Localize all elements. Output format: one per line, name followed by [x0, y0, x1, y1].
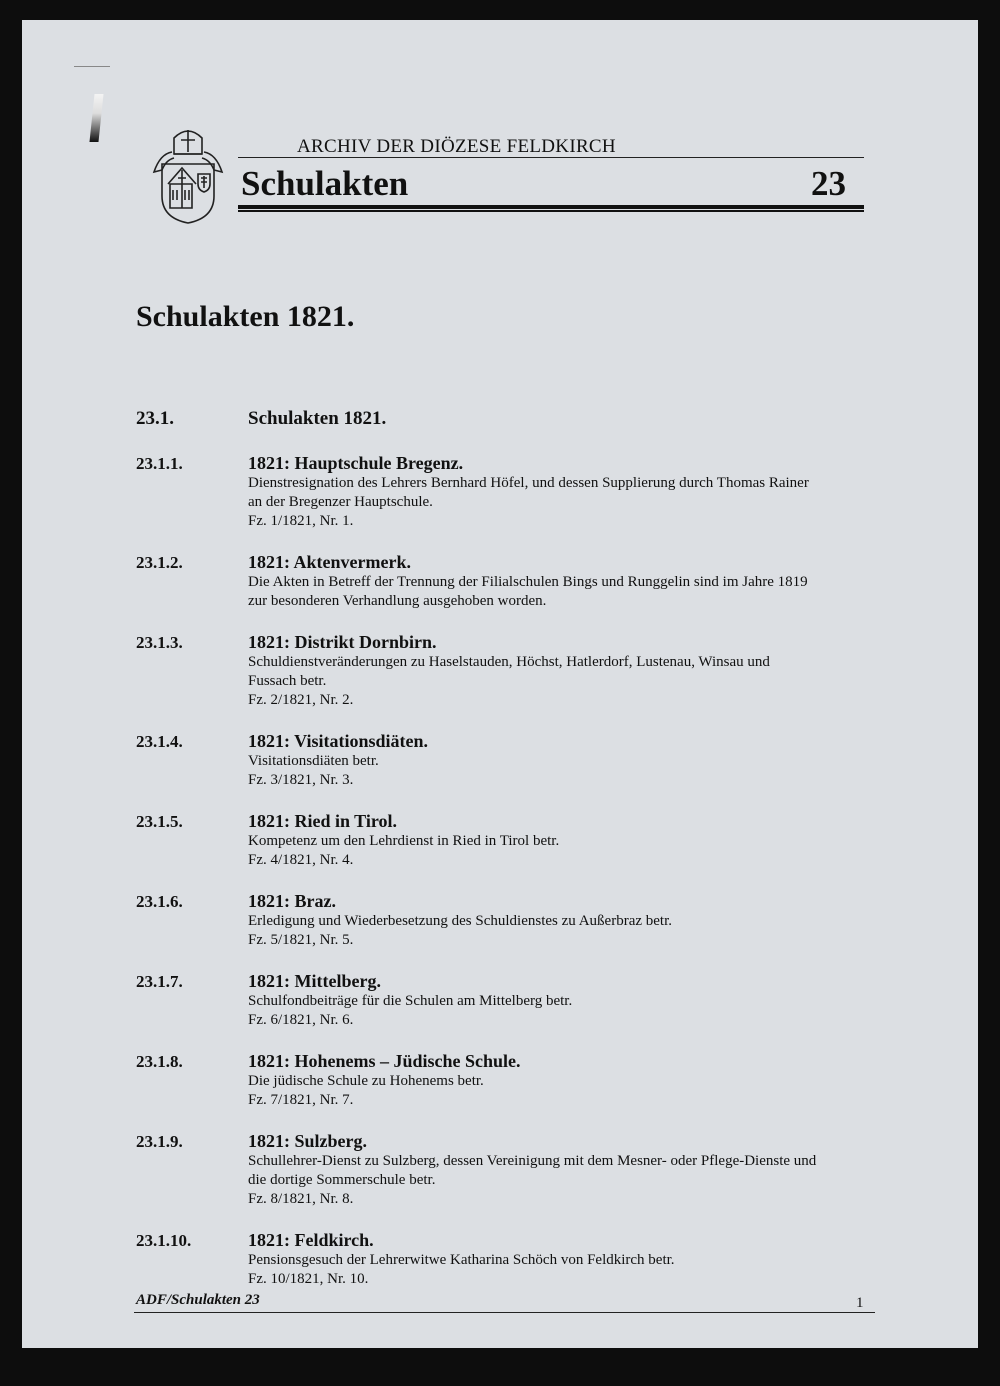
document-number: 23 — [811, 164, 846, 203]
entry-title: 1821: Hohenems – Jüdische Schule. — [248, 1051, 521, 1071]
entry-description: Dienstresignation des Lehrers Bernhard Höfel, und dessen Supplierung durch Thomas Rainer — [248, 475, 809, 491]
entry-number: 23.1.10. — [136, 1231, 192, 1250]
entry-description: zur besonderen Verhandlung ausgehoben worden. — [248, 593, 547, 609]
entry-number: 23.1.9. — [136, 1132, 183, 1151]
entry-number: 23.1.6. — [136, 892, 183, 911]
footer-label: ADF/Schulakten 23 — [136, 1292, 260, 1308]
list-item — [136, 891, 856, 950]
entry-body — [248, 1051, 856, 1110]
diocese-crest-icon — [148, 124, 228, 226]
list-item — [136, 1051, 856, 1110]
entry-description: Visitationsdiäten betr. — [248, 753, 379, 769]
entry-title: 1821: Ried in Tirol. — [248, 811, 398, 831]
header-rule — [238, 157, 864, 158]
list-item — [136, 453, 856, 531]
list-item — [136, 632, 856, 710]
entry-number: 23.1.3. — [136, 633, 183, 652]
document-title: Schulakten — [241, 164, 409, 203]
entry-description: Schulfondbeiträge für die Schulen am Mittelberg betr. — [248, 993, 573, 1009]
entry-description: Erledigung und Wiederbesetzung des Schuldienstes zu Außerbraz betr. — [248, 913, 672, 929]
pencil-mark — [74, 66, 110, 67]
footer-rule — [134, 1312, 875, 1313]
list-item — [136, 1230, 856, 1289]
entry-reference: Fz. 6/1821, Nr. 6. — [248, 1012, 354, 1028]
entry-title: 1821: Visitationsdiäten. — [248, 731, 429, 751]
entry-description: Die Akten in Betreff der Trennung der Filialschulen Bings und Runggelin sind im Jahre 1819 — [248, 574, 808, 590]
entry-title: 1821: Feldkirch. — [248, 1230, 374, 1250]
entry-list — [136, 453, 856, 1310]
list-item — [136, 811, 856, 870]
entry-body — [248, 632, 856, 710]
entry-body — [248, 552, 856, 611]
page-heading: Schulakten 1821. — [136, 300, 355, 333]
entry-number: 23.1.1. — [136, 454, 183, 473]
entry-description: Kompetenz um den Lehrdienst in Ried in Tirol betr. — [248, 833, 560, 849]
entry-description: die dortige Sommerschule betr. — [248, 1172, 436, 1188]
entry-description: Die jüdische Schule zu Hohenems betr. — [248, 1073, 484, 1089]
header-double-rule — [238, 205, 864, 209]
entry-body — [248, 1131, 856, 1209]
archive-name: ARCHIV DER DIÖZESE FELDKIRCH — [297, 136, 616, 157]
entry-reference: Fz. 2/1821, Nr. 2. — [248, 692, 354, 708]
entry-title: 1821: Aktenvermerk. — [248, 552, 411, 572]
entry-reference: Fz. 1/1821, Nr. 1. — [248, 513, 354, 529]
list-item — [136, 971, 856, 1030]
entry-description: an der Bregenzer Hauptschule. — [248, 494, 433, 510]
section-number: 23.1. — [136, 408, 174, 429]
section-title: Schulakten 1821. — [248, 408, 387, 429]
entry-body — [248, 1230, 856, 1289]
entry-reference: Fz. 3/1821, Nr. 3. — [248, 772, 354, 788]
entry-description: Schuldienstveränderungen zu Haselstauden, Höchst, Hatlerdorf, Lustenau, Winsau und — [248, 654, 770, 670]
list-item — [136, 552, 856, 611]
entry-body — [248, 891, 856, 950]
entry-title: 1821: Mittelberg. — [248, 971, 381, 991]
entry-title: 1821: Distrikt Dornbirn. — [248, 632, 437, 652]
entry-reference: Fz. 10/1821, Nr. 10. — [248, 1271, 369, 1287]
entry-title: 1821: Hauptschule Bregenz. — [248, 453, 464, 473]
entry-description: Schullehrer-Dienst zu Sulzberg, dessen Vereinigung mit dem Mesner- oder Pflege-Dienste und — [248, 1153, 817, 1169]
entry-description: Pensionsgesuch der Lehrerwitwe Katharina Schöch von Feldkirch betr. — [248, 1252, 675, 1268]
entry-body — [248, 731, 856, 790]
entry-reference: Fz. 8/1821, Nr. 8. — [248, 1191, 354, 1207]
entry-title: 1821: Braz. — [248, 891, 336, 911]
entry-number: 23.1.2. — [136, 553, 183, 572]
entry-body — [248, 971, 856, 1030]
entry-description: Fussach betr. — [248, 673, 327, 689]
entry-title: 1821: Sulzberg. — [248, 1131, 367, 1151]
entry-body — [248, 811, 856, 870]
entry-reference: Fz. 4/1821, Nr. 4. — [248, 852, 354, 868]
page-number: 1 — [856, 1295, 864, 1311]
entry-reference: Fz. 5/1821, Nr. 5. — [248, 932, 354, 948]
list-item — [136, 731, 856, 790]
entry-reference: Fz. 7/1821, Nr. 7. — [248, 1092, 354, 1108]
entry-body — [248, 453, 856, 531]
entry-number: 23.1.4. — [136, 732, 183, 751]
entry-number: 23.1.8. — [136, 1052, 183, 1071]
entry-number: 23.1.7. — [136, 972, 183, 991]
list-item — [136, 1131, 856, 1209]
entry-number: 23.1.5. — [136, 812, 183, 831]
header-double-rule-second — [238, 210, 864, 212]
